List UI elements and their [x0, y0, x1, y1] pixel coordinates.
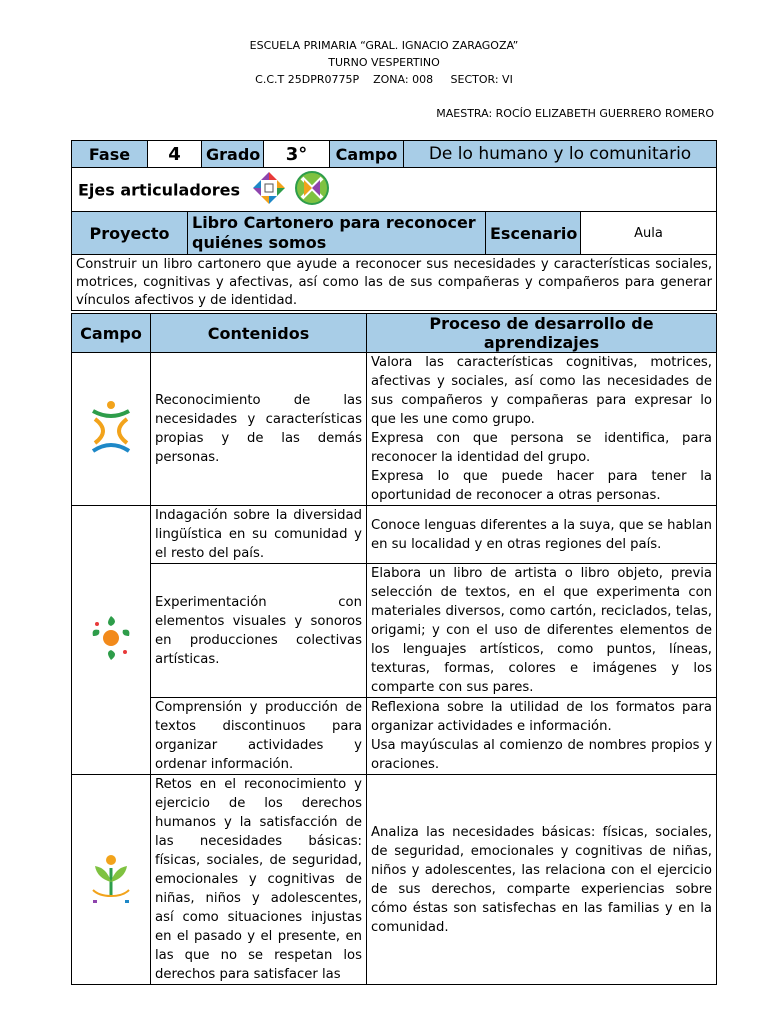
contenido-3: Experimentación con elementos visuales y sonoros en producciones colectivas artísticas.: [151, 564, 367, 698]
school-name: ESCUELA PRIMARIA “GRAL. IGNACIO ZARAGOZA”: [249, 39, 519, 52]
col-contenidos: Contenidos: [151, 314, 367, 353]
diamond-cross-icon: [251, 170, 287, 210]
campo-icon-cell: [72, 353, 151, 506]
escenario-label: Escenario: [486, 212, 581, 255]
table-row: [72, 506, 717, 564]
etica-naturaleza-icon: [89, 889, 133, 908]
teacher-name: MAESTRA: ROCÍO ELIZABETH GUERRERO ROMERO: [436, 107, 714, 120]
contenido-4: Comprensión y producción de textos discontinuos para organizar actividades y ordenar información.: [151, 698, 367, 775]
contenido-5: Retos en el reconocimiento y ejercicio de los derechos humanos y la satisfacción de las necesidades básicas: físicas, sociales, de seguridad, emocionales y cognitivas de niñas, niños y adolescentes, así como situaciones injustas en el pasado y el presente, en las que no se respetan los derechos para satisfacer las: [151, 775, 367, 985]
project-description: Construir un libro cartonero que ayude a reconocer sus necesidades y características sociales, motrices, cognitivas y afectivas, así como las de sus compañeras y compañeros para generar vínculos afectivos y de identidad.: [72, 255, 717, 311]
ejes-label: Ejes articuladores: [78, 180, 241, 199]
campo-icon-cell: [72, 775, 151, 985]
fase-label: Fase: [72, 141, 148, 168]
proceso-5: Analiza las necesidades básicas: físicas, sociales, de seguridad, emocionales y cognitivas de niñas, niños y adolescentes, las relaciona con el ejercicio de sus derechos, comparte experiencias sobre cómo éstas son satisfechas en las familias y en la comunidad.: [367, 775, 717, 985]
table-row: [72, 698, 717, 775]
ejes-row: [72, 168, 717, 212]
proyecto-value: Libro Cartonero para reconocer quiénes somos: [188, 212, 486, 255]
info-table: [71, 140, 717, 311]
school-codes: [0, 72, 768, 87]
campo-icon-cell: [72, 506, 151, 775]
zona: ZONA: 008: [373, 73, 434, 86]
table-row: [72, 353, 717, 506]
proyecto-label: Proyecto: [72, 212, 188, 255]
table-row: [72, 775, 717, 985]
contenido-2: Indagación sobre la diversidad lingüística en su comunidad y el resto del país.: [151, 506, 367, 564]
proceso-3: Elabora un libro de artista o libro objeto, previa selección de textos, en el que experimenta con materiales diversos, como cartón, reciclados, telas, origami; y con el uso de diferentes elementos de los lenguajes artísticos, como puntos, líneas, texturas, formas, colores e imágenes y los comparte con sus pares.: [367, 564, 717, 698]
fase-value: 4: [148, 141, 202, 168]
humano-comunitario-icon: [87, 440, 135, 459]
escenario-value: Aula: [581, 212, 717, 255]
proceso-4: Reflexiona sobre la utilidad de los formatos para organizar actividades e información. Usa mayúsculas al comienzo de nombres propios y oraciones.: [367, 698, 717, 775]
sector: SECTOR: VI: [450, 73, 513, 86]
col-proceso: Proceso de desarrollo de aprendizajes: [367, 314, 717, 353]
proceso-1: Valora las características cognitivas, motrices, afectivas y sociales, así como las necesidades de sus compañeros y compañeras para expresar lo que les une como grupo. Expresa con que persona se identifica, para reconocer la identidad del grupo. Expresa lo que puede hacer para tener la oportunidad de reconocer a otras personas.: [367, 353, 717, 506]
contents-table: [71, 313, 717, 985]
grado-value: 3°: [264, 141, 330, 168]
grado-label: Grado: [202, 141, 264, 168]
campo-value: De lo humano y lo comunitario: [404, 141, 717, 168]
col-campo: Campo: [72, 314, 151, 353]
table-row: [72, 564, 717, 698]
lenguajes-icon: [89, 647, 133, 666]
campo-label: Campo: [330, 141, 404, 168]
cct: C.C.T 25DPR0775P: [255, 73, 360, 86]
proceso-2: Conoce lenguas diferentes a la suya, que se hablan en su localidad y en otras regiones del país.: [367, 506, 717, 564]
contenido-1: Reconocimiento de las necesidades y características propias y de las demás personas.: [151, 353, 367, 506]
circle-x-icon: [294, 170, 330, 210]
shift: TURNO VESPERTINO: [328, 56, 440, 69]
